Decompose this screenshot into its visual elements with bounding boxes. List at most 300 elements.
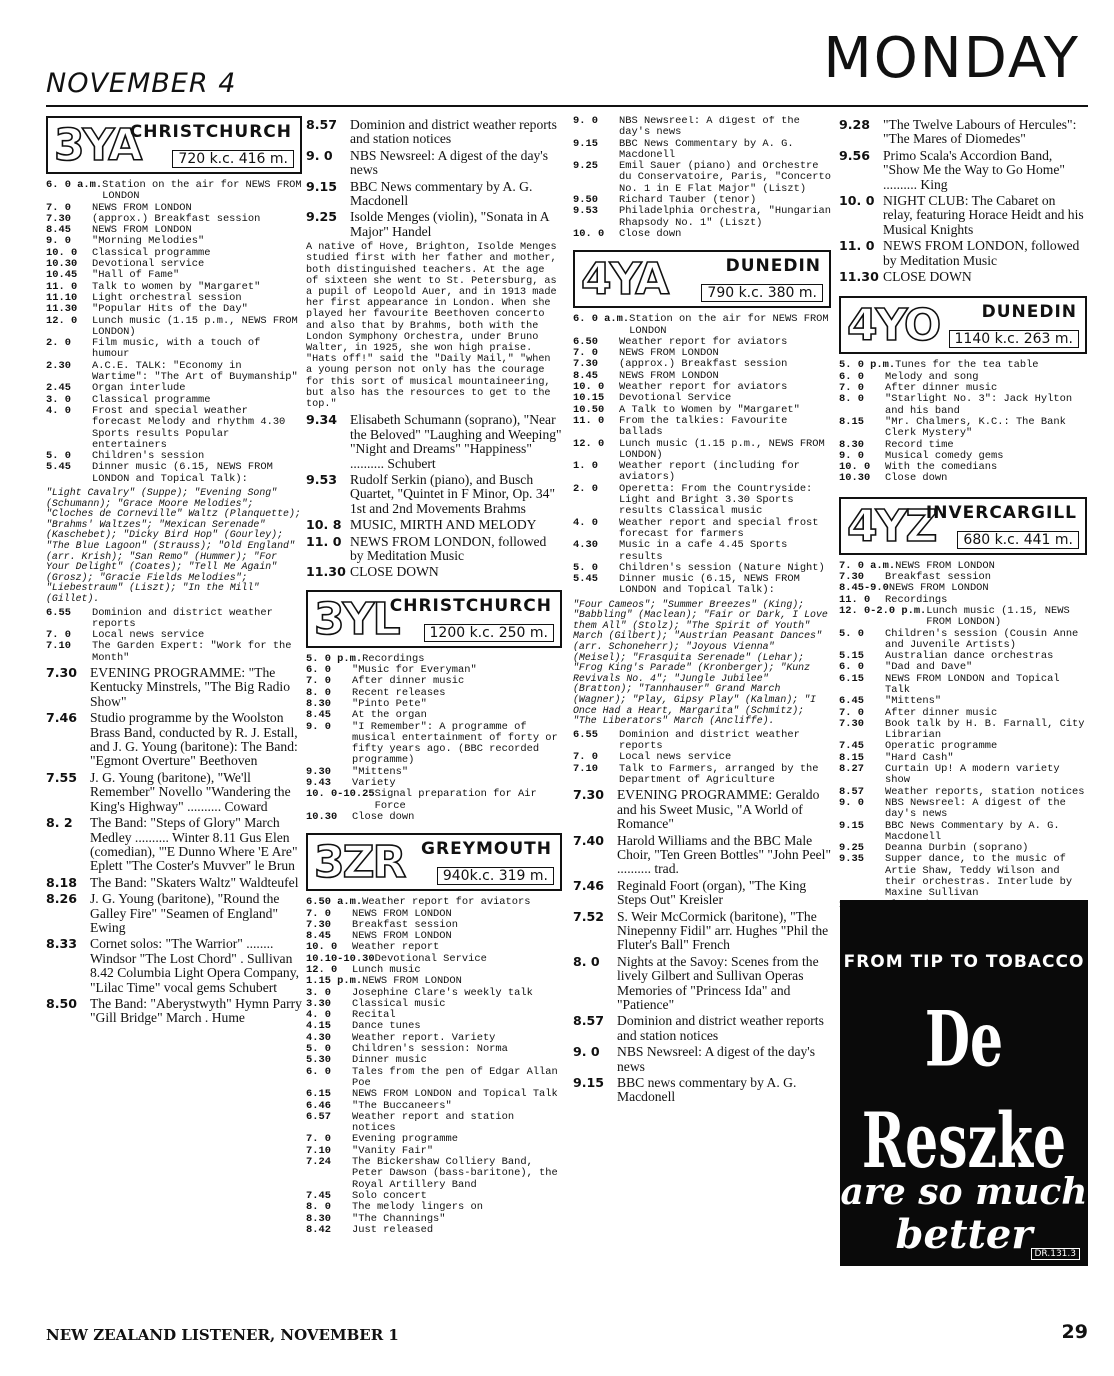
- program-description: Recital: [352, 1009, 396, 1022]
- program-time: 10.45: [46, 269, 78, 282]
- program-entry: [46, 270, 302, 281]
- program-entry: [306, 954, 562, 965]
- program-entry: [573, 139, 831, 162]
- station-3zr-header: [306, 833, 562, 891]
- program-entry: [46, 816, 302, 874]
- program-time: 10. 0: [46, 246, 78, 259]
- station-frequency: 1140 k.c. 263 m.: [949, 330, 1080, 348]
- program-entry: [839, 473, 1087, 484]
- program-entry: [839, 821, 1087, 844]
- program-time: 9.28: [839, 117, 871, 132]
- program-entry: [306, 1157, 562, 1191]
- program-time: 5. 0 p.m.: [839, 359, 896, 372]
- program-time: 9.50: [573, 194, 598, 207]
- program-description: A Talk to Women by "Margaret": [619, 403, 800, 416]
- program-time: 6.50 a.m.: [306, 896, 363, 909]
- program-description: NEWS FROM LONDON: [92, 201, 192, 214]
- program-description: Weather report and special frost forecast for farmers: [619, 516, 819, 540]
- program-description: Devotional service: [92, 258, 205, 271]
- program-entry: [306, 1010, 562, 1021]
- program-time: 8.45-9.0: [839, 582, 889, 595]
- program-entry: [306, 812, 562, 823]
- program-description: Evening programme: [352, 1133, 459, 1146]
- program-time: 5. 0: [46, 450, 71, 463]
- program-entry: [839, 417, 1087, 440]
- program-time: 5. 0: [573, 561, 598, 574]
- program-description: "Music for Everyman": [352, 664, 477, 677]
- program-time: 8.45: [573, 369, 598, 382]
- program-time: 6. 0 a.m.: [46, 179, 103, 191]
- program-description: MUSIC, MIRTH AND MELODY: [350, 517, 537, 533]
- program-time: 7.10: [573, 762, 598, 775]
- program-description: Children's session (Nature Night): [619, 561, 825, 574]
- program-description: Rudolf Serkin (piano), and Busch Quartet, "Quintet in F Minor, Op. 34" 1st and 2nd Movements Brahms: [350, 471, 556, 516]
- program-description: Lunch music (1.15 p.m., NEWS FROM LONDON): [619, 437, 825, 461]
- program-time: 10.10-10.30: [306, 952, 375, 965]
- program-time: 8.15: [839, 751, 864, 764]
- program-time: 8.45: [46, 224, 71, 237]
- program-entry: [573, 1076, 831, 1105]
- program-description: Children's session: [92, 450, 205, 463]
- program-entry: [46, 997, 302, 1026]
- program-entry: [306, 535, 562, 564]
- program-description: Josephine Clare's weekly talk: [352, 986, 533, 999]
- program-entry: [573, 764, 831, 787]
- station-name: CHRISTCHURCH: [129, 122, 292, 142]
- advert-tagline: FROM TIP TO TOBACCO: [843, 952, 1085, 972]
- program-description: Weather report for aviators: [619, 335, 788, 348]
- program-entry: [573, 229, 831, 240]
- de-reszke-advert: [840, 900, 1088, 1266]
- program-time: 5. 0: [839, 627, 864, 640]
- program-time: 7. 0: [46, 201, 71, 214]
- program-entry: [46, 338, 302, 361]
- program-time: 9.35: [839, 853, 864, 866]
- program-entry: [573, 416, 831, 439]
- program-description: "The Buccaneers": [352, 1099, 452, 1112]
- program-entry: [573, 910, 831, 953]
- program-entry: [573, 1045, 831, 1074]
- program-description: Weather reports, station notices: [885, 785, 1085, 798]
- program-description: BBC News Commentary by A. G. Macdonell: [885, 819, 1060, 843]
- program-time: 7. 0: [306, 1133, 331, 1146]
- program-time: 1. 0: [573, 460, 598, 473]
- program-description: Weather report. Variety: [352, 1031, 496, 1044]
- program-description: (approx.) Breakfast session: [92, 212, 261, 225]
- program-time: 9.34: [306, 412, 338, 428]
- program-time: 9.56: [839, 147, 871, 163]
- program-description: NBS Newsreel: A digest of the day's news: [617, 1044, 816, 1074]
- program-description: Australian dance orchestras: [885, 650, 1054, 663]
- program-time: 11.30: [306, 564, 346, 580]
- program-entry: [839, 629, 1087, 652]
- program-entry: [573, 206, 831, 229]
- station-callsign: 4YZ: [847, 500, 936, 552]
- program-entry: [839, 606, 1087, 629]
- program-description: Variety: [352, 777, 396, 790]
- program-entry: [306, 1044, 562, 1055]
- program-description: CLOSE DOWN: [350, 564, 439, 580]
- program-time: 5. 0 p.m.: [306, 652, 363, 665]
- program-entry: [839, 854, 1087, 899]
- program-description: NEWS FROM LONDON and Topical Talk: [352, 1088, 558, 1101]
- station-name: GREYMOUTH: [421, 839, 552, 860]
- page-day: MONDAY: [823, 26, 1080, 91]
- program-description: Weather report and station notices: [352, 1110, 515, 1135]
- program-description: Dinner music (6.15, NEWS FROM LONDON and Topical Talk):: [619, 573, 800, 597]
- program-description: EVENING PROGRAMME: "The Kentucky Minstrels, "The Big Radio Show": [90, 665, 290, 709]
- program-time: 10. 0: [573, 381, 605, 394]
- program-entry: [306, 1067, 562, 1090]
- program-description: The Band: "Aberystwyth" Hymn Parry "Gill Bridge" March . Hume: [90, 995, 302, 1026]
- program-time: 10.50: [573, 403, 605, 416]
- program-description: Elisabeth Schumann (soprano), "Near the Beloved" "Laughing and Weeping" "Night and Dreams" "Happiness" .......... Schubert: [350, 412, 562, 471]
- program-entry: [306, 180, 562, 209]
- program-entry: [46, 876, 302, 890]
- program-description: NEWS FROM LONDON, followed by Meditation Music: [350, 533, 547, 563]
- program-time: 7. 0 a.m.: [839, 559, 896, 572]
- program-entry: [573, 752, 831, 763]
- program-time: 8.30: [839, 438, 864, 451]
- program-time: 9.43: [306, 777, 331, 790]
- program-description: Breakfast session: [352, 918, 459, 931]
- program-entry: [46, 937, 302, 995]
- program-entry: [573, 161, 831, 195]
- program-entry: [573, 484, 831, 518]
- footer-publication: NEW ZEALAND LISTENER, NOVEMBER 1: [46, 1326, 399, 1344]
- program-description: Frost and special weather forecast Melody and rhythm 4.30 Sports results Popular entertainers: [92, 404, 286, 451]
- program-description: NBS Newsreel: A digest of the day's news: [350, 147, 549, 178]
- program-entry: [306, 710, 562, 721]
- station-frequency: 1200 k.c. 250 m.: [424, 624, 555, 642]
- program-description: Record time: [885, 438, 954, 451]
- program-entry: [839, 394, 1087, 417]
- program-description: At the organ: [352, 709, 427, 722]
- program-time: 8.30: [306, 1212, 331, 1225]
- program-description: J. G. Young (baritone), "Round the Galley Fire" "Seamen of England" Ewing: [90, 891, 280, 935]
- program-entry: [839, 239, 1087, 268]
- program-description: CLOSE DOWN: [883, 269, 972, 285]
- program-time: 10.30: [46, 258, 78, 271]
- station-callsign: 3YA: [54, 120, 141, 171]
- program-description: "Pinto Pete": [352, 697, 427, 710]
- program-entry: [839, 696, 1087, 707]
- program-entry: [573, 879, 831, 908]
- program-description: Lunch music (1.15 p.m., NEWS FROM LONDON): [92, 314, 298, 338]
- program-time: 6. 0: [306, 1065, 331, 1078]
- program-time: 2.30: [46, 359, 71, 372]
- program-time: 4.15: [306, 1020, 331, 1033]
- program-time: 6. 0 a.m.: [573, 313, 630, 326]
- program-time: 10.15: [573, 392, 605, 405]
- program-entry: [573, 955, 831, 1013]
- program-time: 7.46: [46, 710, 78, 726]
- program-entry: [46, 361, 302, 384]
- program-entry: [46, 641, 302, 664]
- program-entry: [46, 608, 302, 631]
- program-description: Dinner music: [352, 1054, 427, 1067]
- program-description: Dance tunes: [352, 1020, 421, 1033]
- program-time: 10. 8: [306, 517, 342, 533]
- program-description: The Garden Expert: "Work for the Month": [92, 640, 292, 664]
- program-time: 8. 0: [839, 393, 864, 406]
- station-frequency: 790 k.c. 380 m.: [701, 284, 823, 302]
- program-time: 6. 0: [839, 370, 864, 383]
- program-time: 8. 0: [306, 686, 331, 699]
- program-description: BBC News Commentary by A. G. Macdonell: [619, 137, 794, 161]
- station-3yl-header: [306, 590, 562, 648]
- program-description: NEWS FROM LONDON, followed by Meditation Music: [883, 238, 1080, 268]
- program-entry: [839, 719, 1087, 742]
- program-description: Philadelphia Orchestra, "Hungarian Rhapsody No. 1" (Liszt): [619, 205, 831, 229]
- program-entry: [839, 741, 1087, 752]
- program-time: 12. 0-2.0 p.m.: [839, 604, 927, 617]
- program-description: Classical programme: [92, 246, 211, 259]
- station-callsign: 4YO: [847, 300, 940, 352]
- program-description: The melody lingers on: [352, 1201, 483, 1214]
- station-callsign: 3YL: [314, 593, 399, 645]
- program-description: Film music, with a touch of humour: [92, 337, 261, 361]
- program-description: Dominion and district weather reports and station notices: [350, 117, 557, 147]
- program-description: "Dad and Dave": [885, 661, 973, 674]
- program-time: 7. 0: [306, 675, 331, 688]
- program-time: 9.15: [573, 137, 598, 150]
- program-entry: [573, 439, 831, 462]
- program-time: 7.45: [839, 740, 864, 753]
- column-4: [839, 116, 1087, 911]
- program-time: 8.57: [839, 785, 864, 798]
- program-time: 6.57: [306, 1110, 331, 1123]
- station-4yo-header: [839, 296, 1087, 354]
- program-entry: [573, 574, 831, 597]
- program-time: 11. 0: [46, 280, 78, 293]
- program-description: Local news service: [619, 751, 732, 764]
- program-time: 2. 0: [46, 337, 71, 350]
- program-entry: [306, 210, 562, 239]
- program-time: 9.15: [839, 819, 864, 832]
- program-time: 9.30: [306, 765, 331, 778]
- program-time: 7. 0: [46, 629, 71, 642]
- program-time: 10.30: [839, 472, 871, 485]
- program-description: BBC news commentary by A. G. Macdonell: [617, 1075, 797, 1105]
- program-time: 8.57: [573, 1013, 605, 1029]
- advert-code: DR.131.3: [1031, 1248, 1081, 1260]
- station-3ya-header: [46, 116, 302, 174]
- program-description: NBS Newsreel: A digest of the day's news: [619, 116, 800, 139]
- program-description: NEWS FROM LONDON: [895, 559, 995, 572]
- program-time: 7.30: [573, 358, 598, 371]
- program-time: 4. 0: [306, 1009, 331, 1022]
- program-time: 7.30: [839, 717, 864, 730]
- program-entry: [573, 1014, 831, 1043]
- program-description: Primo Scala's Accordion Band, "Show Me the Way to Go Home" .......... King: [883, 147, 1065, 192]
- program-time: 9.25: [306, 209, 338, 225]
- station-name: INVERCARGILL: [925, 502, 1077, 523]
- program-description: Studio programme by the Woolston Brass Band, conducted by R. J. Estall, and J. G. Young (baritone): The Band: "Egmont Overture" Beethoven: [90, 710, 298, 769]
- program-time: 8.27: [839, 763, 864, 776]
- program-description: Recordings: [885, 593, 948, 606]
- program-description: Nights at the Savoy: Scenes from the lively Gilbert and Sullivan Operas Memories of "Princess Ida" and "Patience": [617, 953, 819, 1012]
- program-description: The Band: "Skaters Waltz" Waldteufel: [90, 874, 299, 890]
- program-time: 3. 0: [46, 393, 71, 406]
- program-description: The Bickershaw Colliery Band, Peter Dawson (bass-baritone), the Royal Artillery Band: [352, 1156, 558, 1191]
- program-entry: [46, 383, 302, 394]
- program-description: Close down: [352, 810, 415, 823]
- program-entry: [306, 1202, 562, 1213]
- program-time: 9.25: [839, 842, 864, 855]
- program-time: 7. 0: [306, 907, 331, 920]
- program-description: NEWS FROM LONDON: [352, 930, 452, 943]
- program-time: 8.26: [46, 891, 78, 907]
- program-description: Operatic programme: [885, 740, 998, 753]
- program-entry: [839, 764, 1087, 787]
- program-description: Emil Sauer (piano) and Orchestre du Conservatoire, Paris, "Concerto No. 1 in E Flat Major" (Liszt): [619, 160, 831, 195]
- program-entry: [306, 767, 562, 778]
- program-description: Close down: [885, 472, 948, 485]
- program-description: Book talk by H. B. Farnall, City Librarian: [885, 717, 1085, 742]
- station-name: DUNEDIN: [981, 302, 1077, 323]
- program-time: 10. 0: [839, 193, 875, 209]
- program-description: Curtain Up! A modern variety show: [885, 763, 1060, 787]
- program-description: "Morning Melodies": [92, 235, 205, 248]
- program-entry: [306, 473, 562, 516]
- program-entry: [306, 565, 562, 579]
- program-time: 7.30: [46, 665, 78, 681]
- station-4ya-header: [573, 250, 831, 308]
- program-description: Classical programme: [92, 393, 211, 406]
- program-entry: [573, 116, 831, 139]
- program-description: Just released: [352, 1223, 434, 1236]
- program-time: 6.15: [306, 1088, 331, 1101]
- program-description: NIGHT CLUB: The Cabaret on relay, featuring Horace Heidt and his Musical Knights: [883, 193, 1084, 237]
- program-time: 6.45: [839, 695, 864, 708]
- program-time: 9. 0: [46, 235, 71, 248]
- program-time: 5.30: [306, 1054, 331, 1067]
- program-description: Cornet solos: "The Warrior" ........ Windsor "The Lost Chord" . Sullivan 8.42 Columbia Light Opera Company, "Lilac Time" vocal gems Schubert: [90, 936, 300, 995]
- program-description: Station on the air for NEWS FROM LONDON: [102, 179, 302, 203]
- program-time: 3. 0: [306, 986, 331, 999]
- program-time: 6.46: [306, 1099, 331, 1112]
- program-description: With the comedians: [885, 461, 998, 474]
- program-time: 7.40: [573, 832, 605, 848]
- program-description: Weather report: [352, 941, 440, 954]
- program-time: 4. 0: [46, 404, 71, 417]
- program-entry: [306, 688, 562, 699]
- program-time: 8.57: [306, 117, 338, 132]
- program-time: 8.45: [306, 709, 331, 722]
- station-name: DUNEDIN: [725, 256, 821, 277]
- program-description: NEWS FROM LONDON: [362, 975, 462, 988]
- program-entry: [573, 461, 831, 484]
- program-time: 6.50: [573, 335, 598, 348]
- program-time: 11.30: [46, 303, 78, 316]
- column-2: [306, 116, 562, 1236]
- program-time: 8.50: [46, 995, 78, 1011]
- program-description: Talk to Farmers, arranged by the Department of Agriculture: [619, 762, 819, 786]
- program-description: Breakfast session: [885, 571, 992, 584]
- program-time: 7.30: [46, 212, 71, 225]
- program-time: 6.15: [839, 672, 864, 685]
- program-description: NEWS FROM LONDON: [92, 224, 192, 237]
- program-entry: [46, 771, 302, 814]
- program-time: 2. 0: [573, 482, 598, 495]
- program-entry: [306, 1055, 562, 1066]
- program-description: Local news service: [92, 629, 205, 642]
- station-callsign: 4YA: [581, 254, 668, 306]
- program-entry: [573, 834, 831, 877]
- program-time: 6. 0: [839, 661, 864, 674]
- program-description: Music in a cafe 4.45 Sports results: [619, 539, 788, 563]
- dinner-music-list: "Light Cavalry" (Suppe); "Evening Song" (Schumann); "Grace Moore Melodies"; "Cloches de Corneville" Waltz (Planquette); "Brahms' Waltzes"; "Mexican Serenade" (Kaschebet); "Dicky Bird Hop" (Gourley); "The Blue Lagoon" (Strauss); "Old England" (arr. Krish); "San Remo" (Hummer); "For Your Delight" (Coates); "Tell Me Again" (Grosz); "Gracie Fields Melodies"; "Liebestraum" (Liszt); "In the Mill" (Gillet).: [46, 487, 301, 604]
- program-description: Musical comedy gems: [885, 449, 1004, 462]
- program-time: 7. 0: [839, 706, 864, 719]
- program-entry: [839, 149, 1087, 192]
- program-description: After dinner music: [352, 675, 465, 688]
- program-time: 11. 0: [573, 414, 605, 427]
- program-time: 7.46: [573, 877, 605, 893]
- program-entry: [306, 518, 562, 532]
- program-description: Organ interlude: [92, 382, 186, 395]
- station-frequency: 720 k.c. 416 m.: [172, 150, 294, 168]
- program-description: "Hard Cash": [885, 751, 954, 764]
- program-entry: [46, 666, 302, 709]
- program-time: 7.30: [573, 787, 605, 803]
- advert-slogan-2: better: [895, 1211, 1033, 1258]
- advert-brand: De Reszke: [861, 995, 1067, 1186]
- program-description: "Mittens": [352, 765, 409, 778]
- program-time: 12. 0: [306, 964, 338, 976]
- station-callsign: 3ZR: [314, 837, 405, 889]
- program-entry: [306, 1089, 562, 1100]
- program-entry: [573, 788, 831, 831]
- program-time: 7. 0: [839, 382, 864, 395]
- program-description: NEWS FROM LONDON: [888, 582, 989, 595]
- program-time: 7.30: [306, 918, 331, 931]
- program-time: 3.30: [306, 997, 331, 1010]
- program-description: "The Channings": [352, 1212, 446, 1225]
- program-time: 8.42: [306, 1223, 331, 1236]
- program-description: Devotional Service: [619, 392, 732, 405]
- program-time: 4. 0: [573, 516, 598, 529]
- program-description: Light orchestral session: [92, 291, 242, 304]
- program-time: 7.24: [306, 1156, 331, 1169]
- program-entry: [573, 314, 831, 337]
- program-time: 5.45: [46, 461, 71, 474]
- program-description: (approx.) Breakfast session: [619, 358, 788, 371]
- program-time: 9. 0: [839, 796, 864, 809]
- program-entry: [839, 270, 1087, 284]
- program-time: 6.55: [573, 728, 598, 741]
- program-entry: [46, 406, 302, 451]
- program-description: Recent releases: [352, 686, 446, 699]
- program-time: 7.10: [46, 640, 71, 653]
- program-description: "Hall of Fame": [92, 269, 180, 282]
- program-time: 4.30: [306, 1031, 331, 1044]
- program-entry: [46, 316, 302, 339]
- program-description: Dominion and district weather reports: [92, 606, 273, 630]
- program-entry: [839, 194, 1087, 237]
- program-time: 9. 0: [306, 720, 331, 733]
- footer-page-number: 29: [1061, 1321, 1088, 1343]
- program-entry: [46, 711, 302, 769]
- program-description: Richard Tauber (tenor): [619, 194, 757, 207]
- program-time: 7.45: [306, 1189, 331, 1202]
- program-entry: [573, 540, 831, 563]
- program-description: Classical music: [352, 997, 446, 1010]
- program-description: After dinner music: [885, 382, 998, 395]
- program-entry: [306, 149, 562, 178]
- program-description: A.C.E. TALK: "Economy in Wartime": "The Art of Buymanship": [92, 359, 298, 384]
